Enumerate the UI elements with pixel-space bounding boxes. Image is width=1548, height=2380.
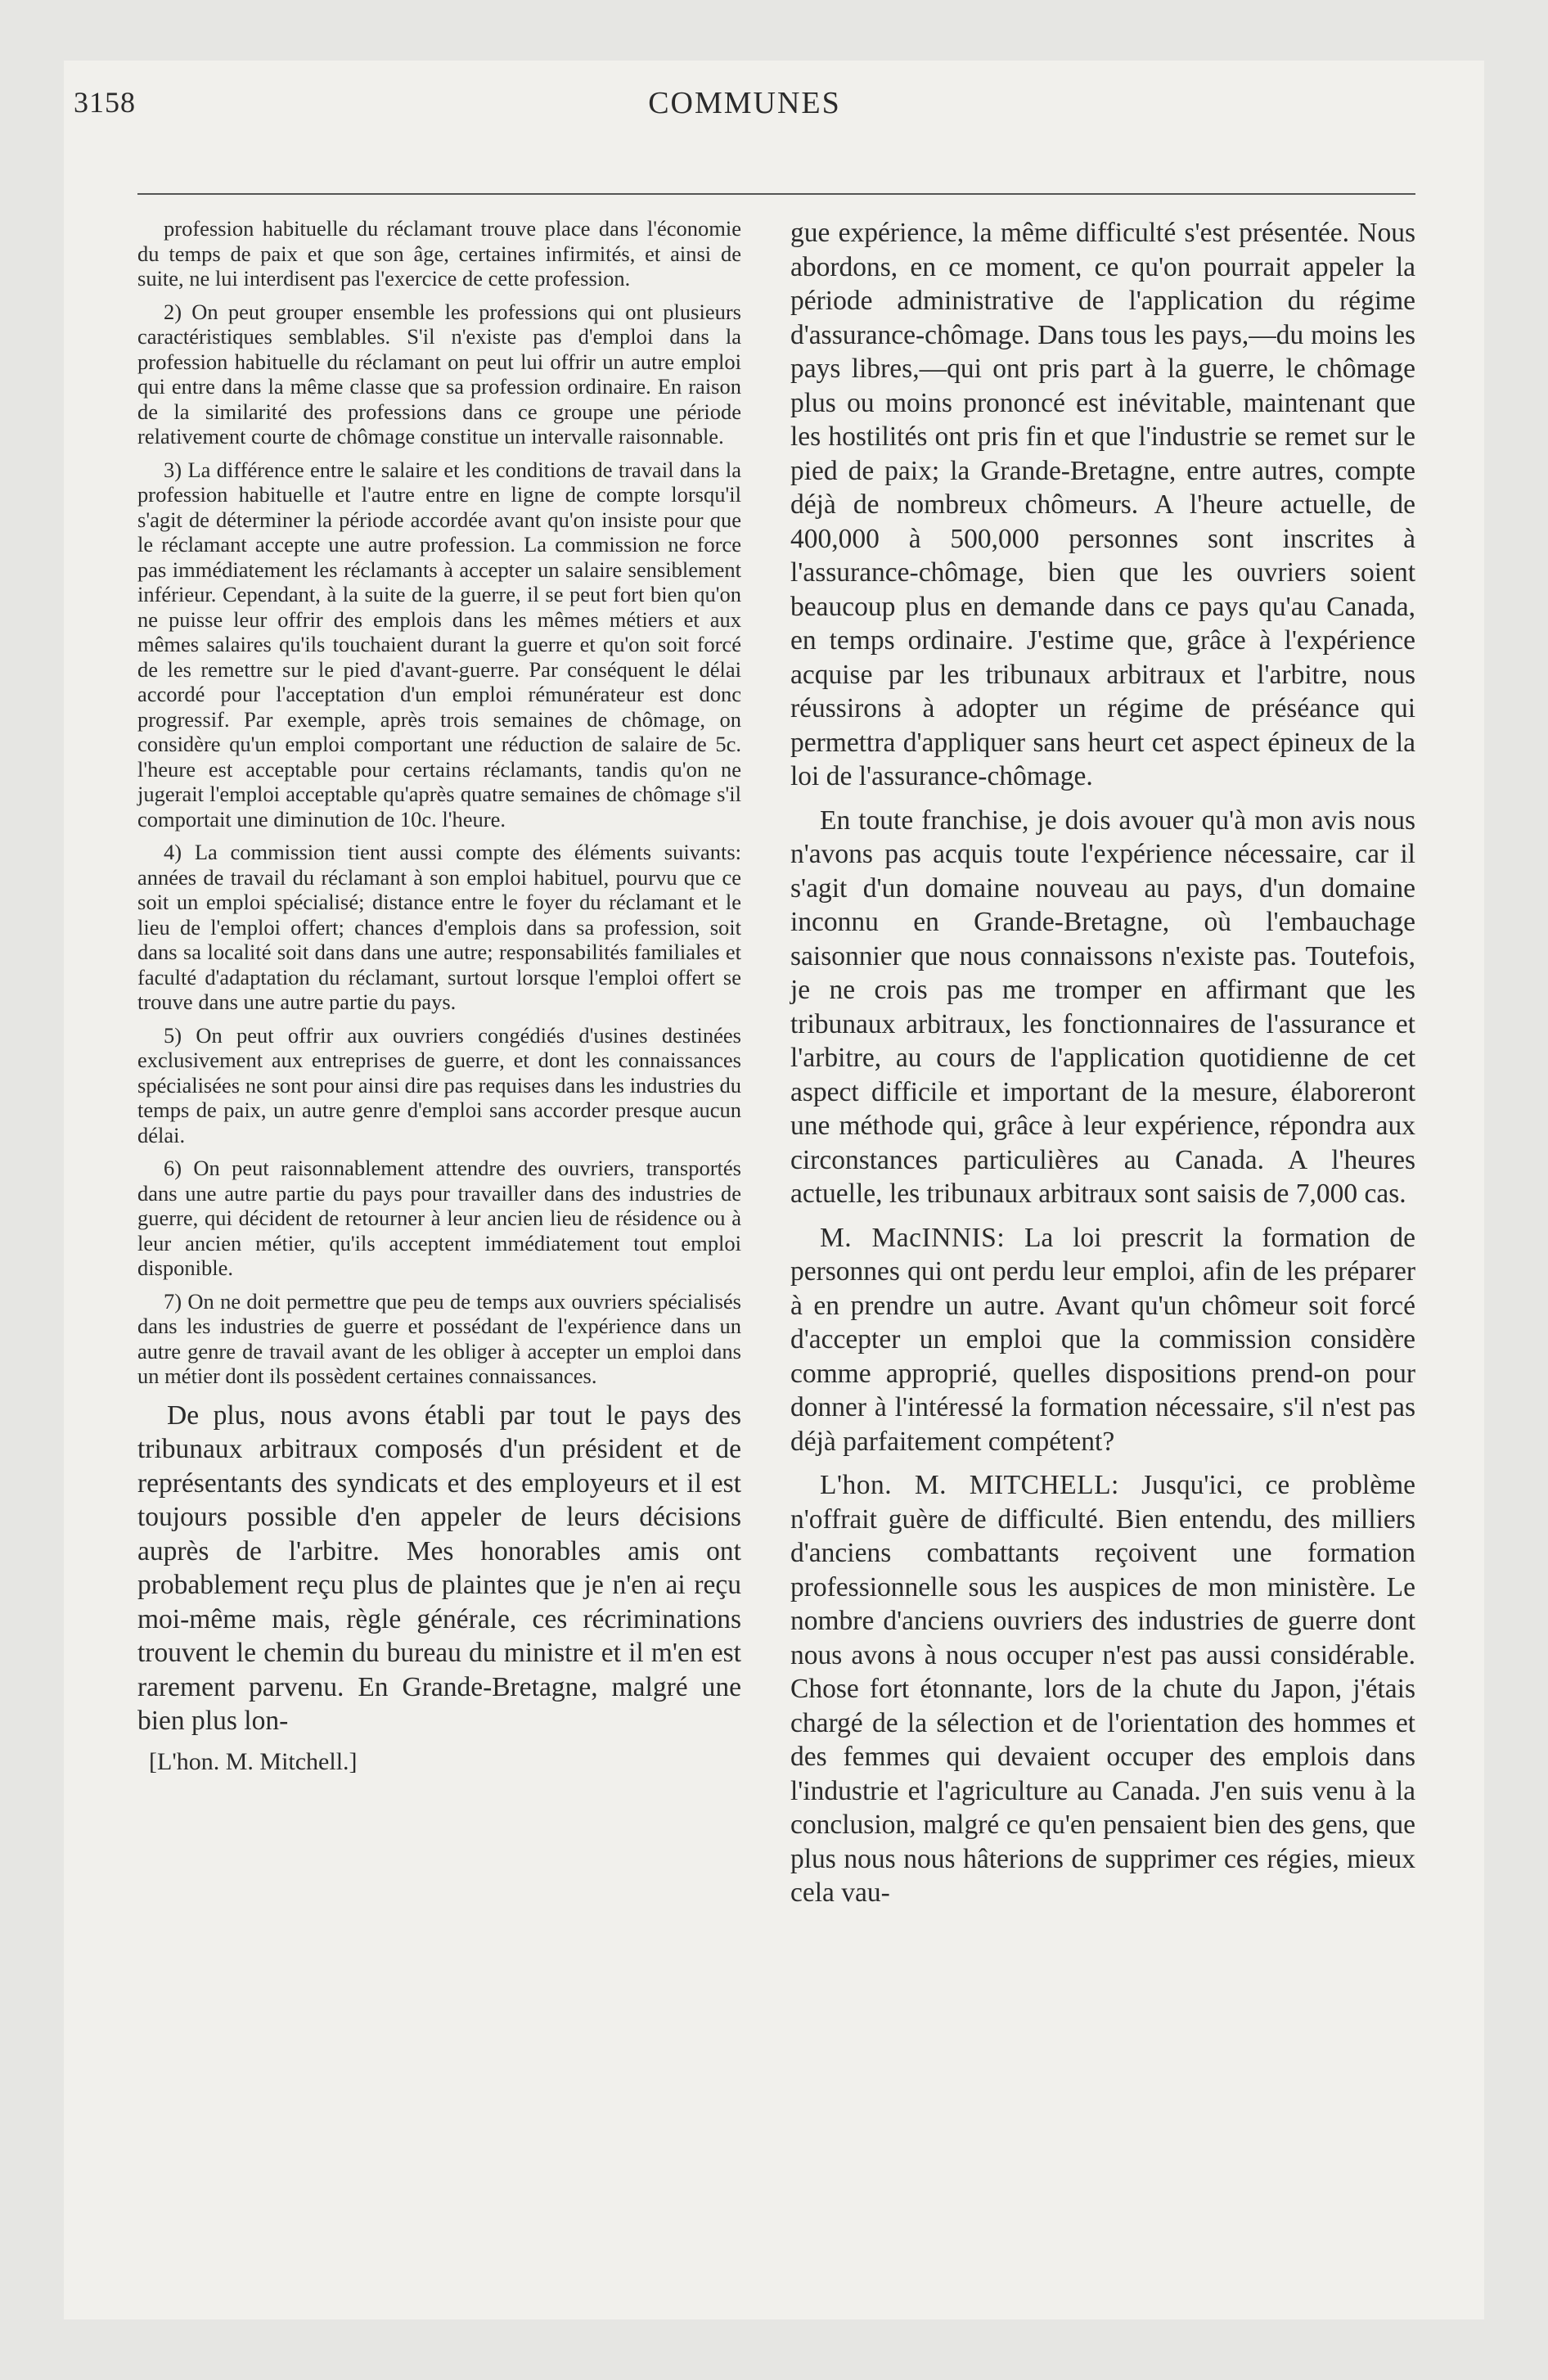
paragraph: En toute franchise, je dois avouer qu'à mon avis nous n'avons pas acquis toute l'expérience nécessaire, car il s'agit d'un domaine nouveau au pays, d'un domaine inconnu en Grande-Bretagne, où l'embauchage saisonnier que nous connaissons n'existe pas. Toutefois, je ne crois pas me tromper en affirmant que les tribunaux arbitraux, les fonctionnaires de l'assurance et l'arbitre, au cours de l'application quotidienne de cet aspect difficile et important de la mesure, élaboreront une méthode qui, grâce à leur expérience, répondra aux circonstances particulières au Canada. A l'heures actuelle, les tribunaux arbitraux sont saisis de 7,000 cas.	[790, 805, 1415, 1209]
paragraph: 5) On peut offrir aux ouvriers congédiés d'usines destinées exclusivement aux entreprises de guerre, et dont les connaissances spécialisées ne sont pour ainsi dire pas requises dans les industries du temps de paix, un autre genre d'emploi sans accorder presque aucun délai.	[137, 1022, 741, 1147]
regulations-list	[137, 216, 741, 1389]
running-head: COMMUNES	[648, 86, 841, 120]
paragraph: 7) On ne doit permettre que peu de temps aux ouvriers spécialisés dans les industries de guerre et possédant de l'expérience dans un autre genre de travail avant de les obliger à accepter un emploi dans un métier dont ils possèdent certaines connaissances.	[137, 1288, 741, 1388]
paragraph: De plus, nous avons établi par tout le pays des tribunaux arbitraux composés d'un président et de représentants des syndicats et des employeurs et il est toujours possible d'en appeler de leurs décisions auprès de l'arbitre. Mes honorables amis ont probablement reçu plus de plaintes que je n'en ai reçu moi-même mais, règle générale, ces récriminations trouvent le chemin du bureau du ministre et il m'en est rarement parvenu. En Grande-Bretagne, malgré une bien plus lon-	[137, 1400, 741, 1736]
speech-paragraph	[790, 1468, 1415, 1910]
page-header	[74, 85, 1415, 126]
left-column	[137, 216, 741, 1776]
paragraph: 4) La commission tient aussi compte des éléments suivants: années de travail du réclamant à son emploi habituel, pourvu que ce soit un emploi spécialisé; distance entre le foyer du réclamant et le lieu de l'emploi offert; chances d'emplois dans sa profession, soit dans sa localité soit dans dans une autre; responsabilités familiales et faculté d'adaptation du réclamant, surtout lorsque l'emploi offert se trouve dans une autre partie du pays.	[137, 840, 741, 1014]
paragraph: 6) On peut raisonnablement attendre des ouvriers, transportés dans une autre partie du pays pour travailler dans des industries de guerre, qui décident de retourner à leur ancien lieu de résidence ou à leur ancien métier, qu'ils acceptent immédiatement tout emploi disponible.	[137, 1156, 741, 1280]
speech-continuation	[137, 1399, 741, 1738]
speaker-attribution: [L'hon. M. Mitchell.]	[149, 1747, 358, 1775]
speech-paragraph	[790, 1221, 1415, 1459]
header-rule	[137, 193, 1415, 195]
speaker-name: M. MacINNIS:	[820, 1222, 1006, 1253]
page-number: 3158	[74, 86, 136, 119]
paragraph: 3) La différence entre le salaire et les conditions de travail dans la profession habituelle et l'autre entre en ligne de compte lorsqu'il s'agit de déterminer la période accordée avant qu'on insiste pour que le réclamant accepte une autre profession. La commission ne force pas immédiatement les réclamants à accepter un salaire sensiblement inférieur. Cependant, à la suite de la guerre, il se peut fort bien qu'on ne puisse leur offrir des emplois dans les mêmes métiers et aux mêmes salaires qu'ils touchaient durant la guerre et qu'on soit forcé de les remettre sur le pied d'avant-guerre. Par conséquent le délai accordé pour l'acceptation d'un emploi rémunérateur est donc progressif. Par exemple, après trois semaines de chômage, on considère qu'un emploi comportant une réduction de salaire de 5c. l'heure est acceptable pour certains réclamants, tandis qu'on ne jugerait l'emploi acceptable qu'après quatre semaines de chômage s'il comportait une diminution de 10c. l'heure.	[137, 457, 741, 832]
paragraph: 2) On peut grouper ensemble les professions qui ont plusieurs caractéristiques semblables. S'il n'existe pas d'emploi dans la profession habituelle du réclamant on peut lui offrir un autre emploi qui entre dans la même classe que sa profession ordinaire. En raison de la similarité des professions dans ce groupe une période relativement courte de chômage constitue un intervalle raisonnable.	[137, 299, 741, 449]
speaker-name: L'hon. M. MITCHELL:	[820, 1470, 1119, 1500]
speech-text: Jusqu'ici, ce problème n'offrait guère de difficulté. Bien entendu, des milliers d'anciens combattants reçoivent une formation professionnelle sous les auspices de mon ministère. Le nombre d'anciens ouvriers des industries de guerre dont nous avons à nous occuper n'est pas aussi considérable. Chose fort étonnante, lors de la chute du Japon, j'étais chargé de la sélection et de l'orientation des hommes et des femmes qui devaient occuper des emplois dans l'industrie et l'agriculture au Canada. J'en suis venu à la conclusion, malgré ce qu'en pensaient bien des gens, que plus nous nous hâterions de supprimer ces régies, mieux cela vau-	[790, 1470, 1415, 1908]
speech-text: La loi prescrit la formation de personnes qui ont perdu leur emploi, afin de les préparer à en prendre un autre. Avant qu'un chômeur soit forcé d'accepter un emploi que la commission considère comme approprié, quelles dispositions prend-on pour donner à l'intéressé la formation nécessaire, s'il n'est pas déjà parfaitement compétent?	[790, 1222, 1416, 1457]
paragraph: profession habituelle du réclamant trouve place dans l'économie du temps de paix et que son âge, certaines infirmités, et ainsi de suite, ne lui interdisent pas l'exercice de cette profession.	[137, 216, 741, 291]
paragraph: gue expérience, la même difficulté s'est présentée. Nous abordons, en ce moment, ce qu'on pourrait appeler la période administrative de l'application du régime d'assurance-chômage. Dans tous les pays,—du moins les pays libres,—qui ont pris part à la guerre, le chômage plus ou moins prononcé est inévitable, maintenant que les hostilités ont pris fin et que l'industrie se remet sur le pied de paix; la Grande-Bretagne, entre autres, compte déjà de nombreux chômeurs. A l'heure actuelle, de 400,000 à 500,000 personnes sont inscrites à l'assurance-chômage, bien que les ouvriers soient beaucoup plus en demande dans ce pays qu'au Canada, en temps ordinaire. J'estime que, grâce à l'expérience acquise par les tribunaux arbitraux et l'arbitre, nous réussirons à adopter un régime de préséance qui permettra d'appliquer sans heurt cet aspect épineux de la loi de l'assurance-chômage.	[790, 218, 1415, 791]
right-column	[790, 216, 1415, 1920]
